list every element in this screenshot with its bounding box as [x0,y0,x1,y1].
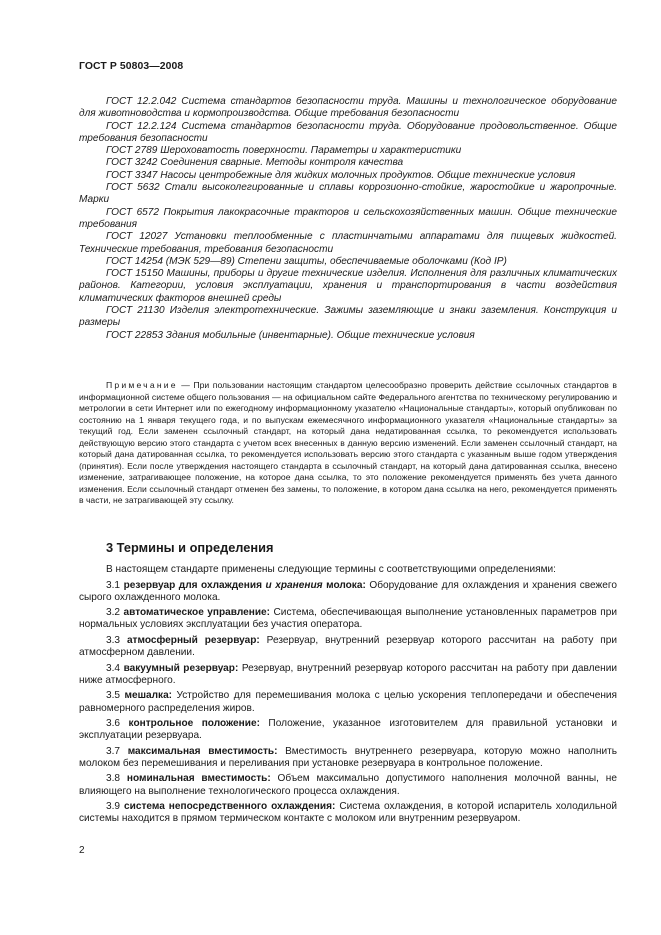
term-text: Система, обеспечивающая выполнение установленных параметров при нормальных условиях эксплуатации без участия оператора. [79,607,617,631]
term-number: 3.5 [106,690,121,702]
term-number: 3.3 [106,634,121,646]
term-text: Резервуар, внутренний резервуар которого рассчитан на работу при атмосферном давлении. [79,634,617,659]
term-text: Положение, указанное изготовителем для правильной установки и эксплуатации резервуара. [79,718,617,742]
term-name-italic: и хранения [261,579,323,591]
reference-item: ГОСТ 6572 Покрытия лакокрасочные тракторов и сельскохозяйственных машин. Общие технические требования [79,206,617,230]
reference-item: ГОСТ 21130 Изделия электротехнические. Зажимы заземляющие и знаки заземления. Конструкция и размеры [79,305,617,329]
section-title: 3 Термины и определения [106,540,274,555]
term-number: 3.2 [106,607,121,619]
term-definition [79,773,617,797]
term-number: 3.6 [106,718,121,730]
term-definition [79,663,617,687]
normative-references [79,96,617,342]
term-text: Объем максимально допустимого наполнения молочной ванны, не влияющего на выполнение технологического процесса охлаждения. [79,773,617,797]
term-name: система непосредственного охлаждения: [124,801,336,813]
note-text: — При пользовании настоящим стандартом целесообразно проверить действие ссылочных стандартов в информационной системе общего пользования — на официальном сайте Федерального агентства по техническому регулированию и метрологии в сети Интернет или по ежегодному информационному указателю «Национальные стандарты», который опубликован по состоянию на 1 января текущего года, и по выпускам ежемесячного информационного указателя «Национальные стандарты» за текущий год. Если заменен ссылочный стандарт, на который дана недатированная ссылка, то рекомендуется использовать действующую версию этого стандарта с учетом всех внесенных в данную версию изменений. Если заменен ссылочный стандарт, на который дана датированная ссылка, то рекомендуется использовать версию этого стандарта с указанным выше годом утверждения (принятия). Если после утверждения настоящего стандарта в ссылочный стандарт, на который дана датированная ссылка, внесено изменение, затрагивающее положение, на которое дана ссылка, то это положение рекомендуется применять без учета данного изменения. Если ссылочный стандарт отменен без замены, то положение, в котором дана ссылка на него, рекомендуется применять в части, не затрагивающей эту ссылку. [79,380,617,505]
reference-item: ГОСТ 5632 Стали высоколегированные и сплавы коррозионно-стойкие, жаростойкие и жаропрочные. Марки [79,182,617,206]
term-number: 3.8 [106,773,121,785]
term-definition [79,801,617,825]
term-name: контрольное положение: [128,718,260,730]
note-paragraph [79,380,617,507]
term-text: Резервуар, внутренний резервуар которого рассчитан на работу при давлении ниже атмосферного. [79,662,617,686]
term-number: 3.9 [106,801,121,813]
term-name: резервуар для охлаждения [123,579,262,591]
term-text: Оборудование для охлаждения и хранения свежего сырого охлажденного молока. [79,579,617,603]
term-text: Вместимость внутреннего резервуара, которую можно наполнить молоком без перемешивания и переливания при установке резервуара в контрольное положение. [79,745,617,769]
term-definition [79,690,617,714]
term-number: 3.7 [106,745,121,757]
note-block [79,380,617,507]
term-name: мешалка: [124,690,173,702]
reference-item: ГОСТ 15150 Машины, приборы и другие технические изделия. Исполнения для различных климатических районов. Категории, условия эксплуатации, хранения и транспортирования в части воздействия климатических факторов внешней среды [79,268,617,304]
term-definition [79,607,617,631]
reference-item: ГОСТ 12.2.042 Система стандартов безопасности труда. Машины и технологическое оборудование для животноводства и кормопроизводства. Общие требования безопасности [79,96,617,120]
reference-item: ГОСТ 2789 Шероховатость поверхности. Параметры и характеристики [106,145,462,157]
term-definition [79,635,617,659]
reference-item: ГОСТ 12027 Установки теплообменные с пластинчатыми аппаратами для пищевых жидкостей. Технические требования, требования безопасности [79,231,617,255]
reference-item: ГОСТ 14254 (МЭК 529—89) Степени защиты, обеспечиваемые оболочками (Код IP) [106,255,507,267]
document-header: ГОСТ Р 50803—2008 [79,61,184,72]
terms-list [79,564,617,829]
term-name: автоматическое управление: [123,607,271,619]
term-name-end: молока: [322,579,366,591]
reference-item: ГОСТ 12.2.124 Система стандартов безопасности труда. Оборудование продовольственное. Общие требования безопасности [79,120,617,144]
reference-item: ГОСТ 3242 Соединения сварные. Методы контроля качества [106,157,404,169]
note-label: Примечание [106,380,178,390]
term-name: атмосферный резервуар: [126,634,260,646]
term-number: 3.4 [106,662,121,674]
term-name: номинальная вместимость: [126,773,271,785]
term-text: Система охлаждения, в которой испаритель холодильной системы находится в прямом термическом контакте с молоком или внутренним резервуаром. [79,801,618,825]
term-definition [79,580,617,604]
reference-item: ГОСТ 22853 Здания мобильные (инвентарные). Общие технические условия [106,329,475,341]
term-definition [79,718,617,742]
term-number: 3.1 [106,579,121,591]
section-intro: В настоящем стандарте применены следующие термины с соответствующими определениями: [106,564,556,575]
term-text: Устройство для перемешивания молока с целью ускорения теплопередачи и обеспечения равномерного распределения жиров. [79,690,617,714]
term-name: максимальная вместимость: [127,745,278,757]
term-name: вакуумный резервуар: [123,662,239,674]
reference-item: ГОСТ 3347 Насосы центробежные для жидких молочных продуктов. Общие технические условия [106,169,576,181]
term-definition [79,746,617,770]
page-number: 2 [79,845,85,856]
